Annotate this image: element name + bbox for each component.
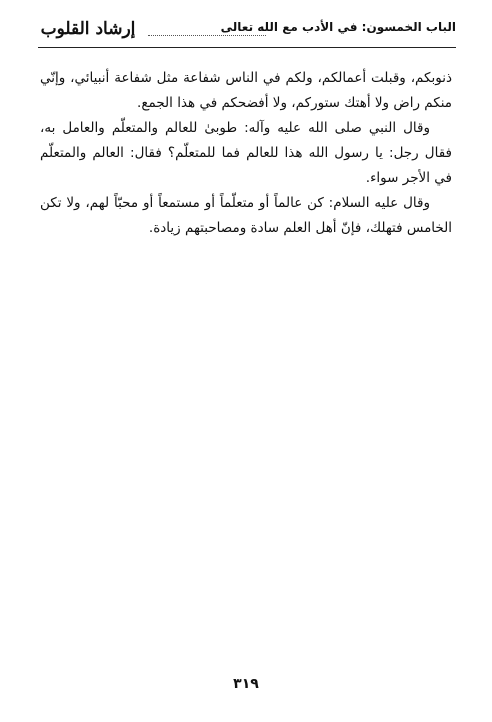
chapter-title: الباب الخمسون: في الأدب مع الله تعالى (220, 20, 456, 34)
body-text (40, 66, 452, 241)
header-dotted-leader (148, 35, 266, 36)
paragraph-2: وقال النبي صلى الله عليه وآله: طوبىٰ للعالم والمتعلّم والعامل به، فقال رجل: يا رسول الله هذا للعالم فما للمتعلّم؟ فقال: العالم والمتعلّم في الأجر سواء. (40, 120, 452, 186)
book-title-logo: إرشاد القلوب (40, 19, 136, 39)
header-rule (38, 47, 456, 48)
paragraph-1: ذنوبكم، وقبلت أعمالكم، ولكم في الناس شفاعة مثل شفاعة أنبيائي، وإنّي منكم راض ولا أهتك ستوركم، ولا أفضحكم في هذا الجمع. (40, 70, 452, 111)
paragraph-3: وقال عليه السلام: كن عالماً أو متعلّماً أو مستمعاً أو محبّاً لهم، ولا تكن الخامس فتهلك، فإنّ أهل العلم سادة ومصاحبتهم زيادة. (40, 195, 452, 236)
page-number: ٣١٩ (233, 676, 259, 692)
running-header (38, 14, 456, 48)
